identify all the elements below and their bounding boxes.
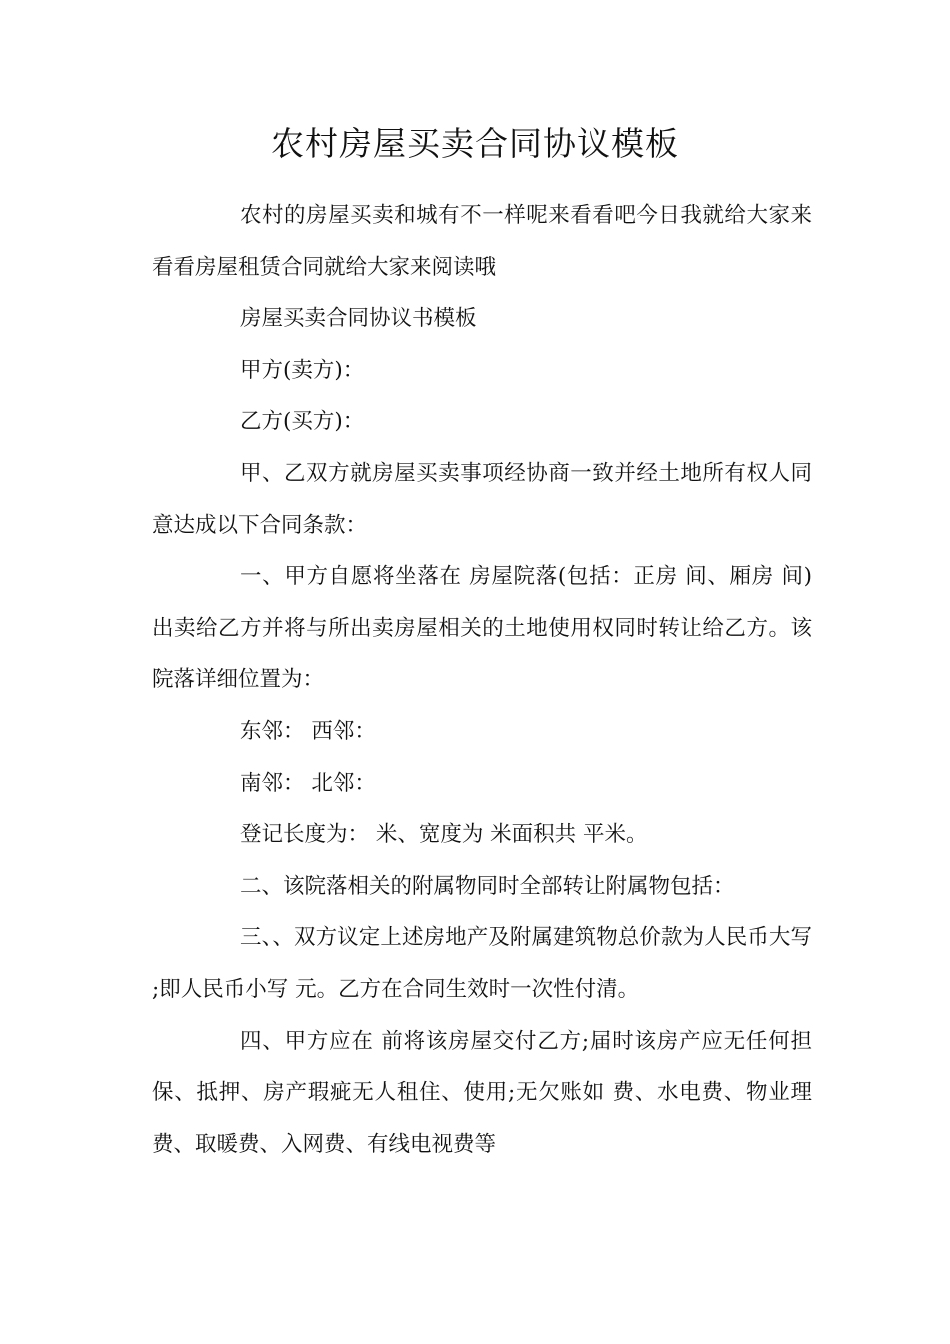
paragraph-agreement: 甲、乙双方就房屋买卖事项经协商一致并经土地所有权人同意达成以下合同条款： xyxy=(152,460,812,538)
paragraph-party-b: 乙方(买方)： xyxy=(240,409,365,435)
paragraph-intro: 农村的房屋买卖和城有不一样呢来看看吧今日我就给大家来看看房屋租赁合同就给大家来阅读哦 xyxy=(152,203,812,280)
paragraph-east-west-neighbors: 东邻： 西邻： xyxy=(240,718,376,744)
paragraph-clause-1: 一、甲方自愿将坐落在 房屋院落(包括：正房 间、厢房 间)出卖给乙方并将与所出卖房屋相关的土地使用权同时转让给乙方。该院落详细位置为： xyxy=(152,564,812,693)
document-body xyxy=(152,190,812,1170)
paragraph-clause-3: 三、、双方议定上述房地产及附属建筑物总价款为人民币大写 ;即人民币小写 元。乙方在合同生效时一次性付清。 xyxy=(152,925,812,1002)
paragraph-dimensions: 登记长度为： 米、宽度为 米面积共 平米。 xyxy=(240,822,648,848)
paragraph-clause-2: 二、该院落相关的附属物同时全部转让附属物包括： xyxy=(240,873,735,899)
paragraph-party-a: 甲方(卖方)： xyxy=(240,357,365,383)
paragraph-south-north-neighbors: 南邻： 北邻： xyxy=(240,770,376,796)
paragraph-subtitle: 房屋买卖合同协议书模板 xyxy=(240,306,477,332)
paragraph-clause-4: 四、甲方应在 前将该房屋交付乙方;届时该房产应无任何担保、抵押、房产瑕疵无人租住、使用;无欠账如 费、水电费、物业理费、取暖费、入网费、有线电视费等 xyxy=(152,1028,812,1157)
document-title: 农村房屋买卖合同协议模板 xyxy=(271,124,679,163)
